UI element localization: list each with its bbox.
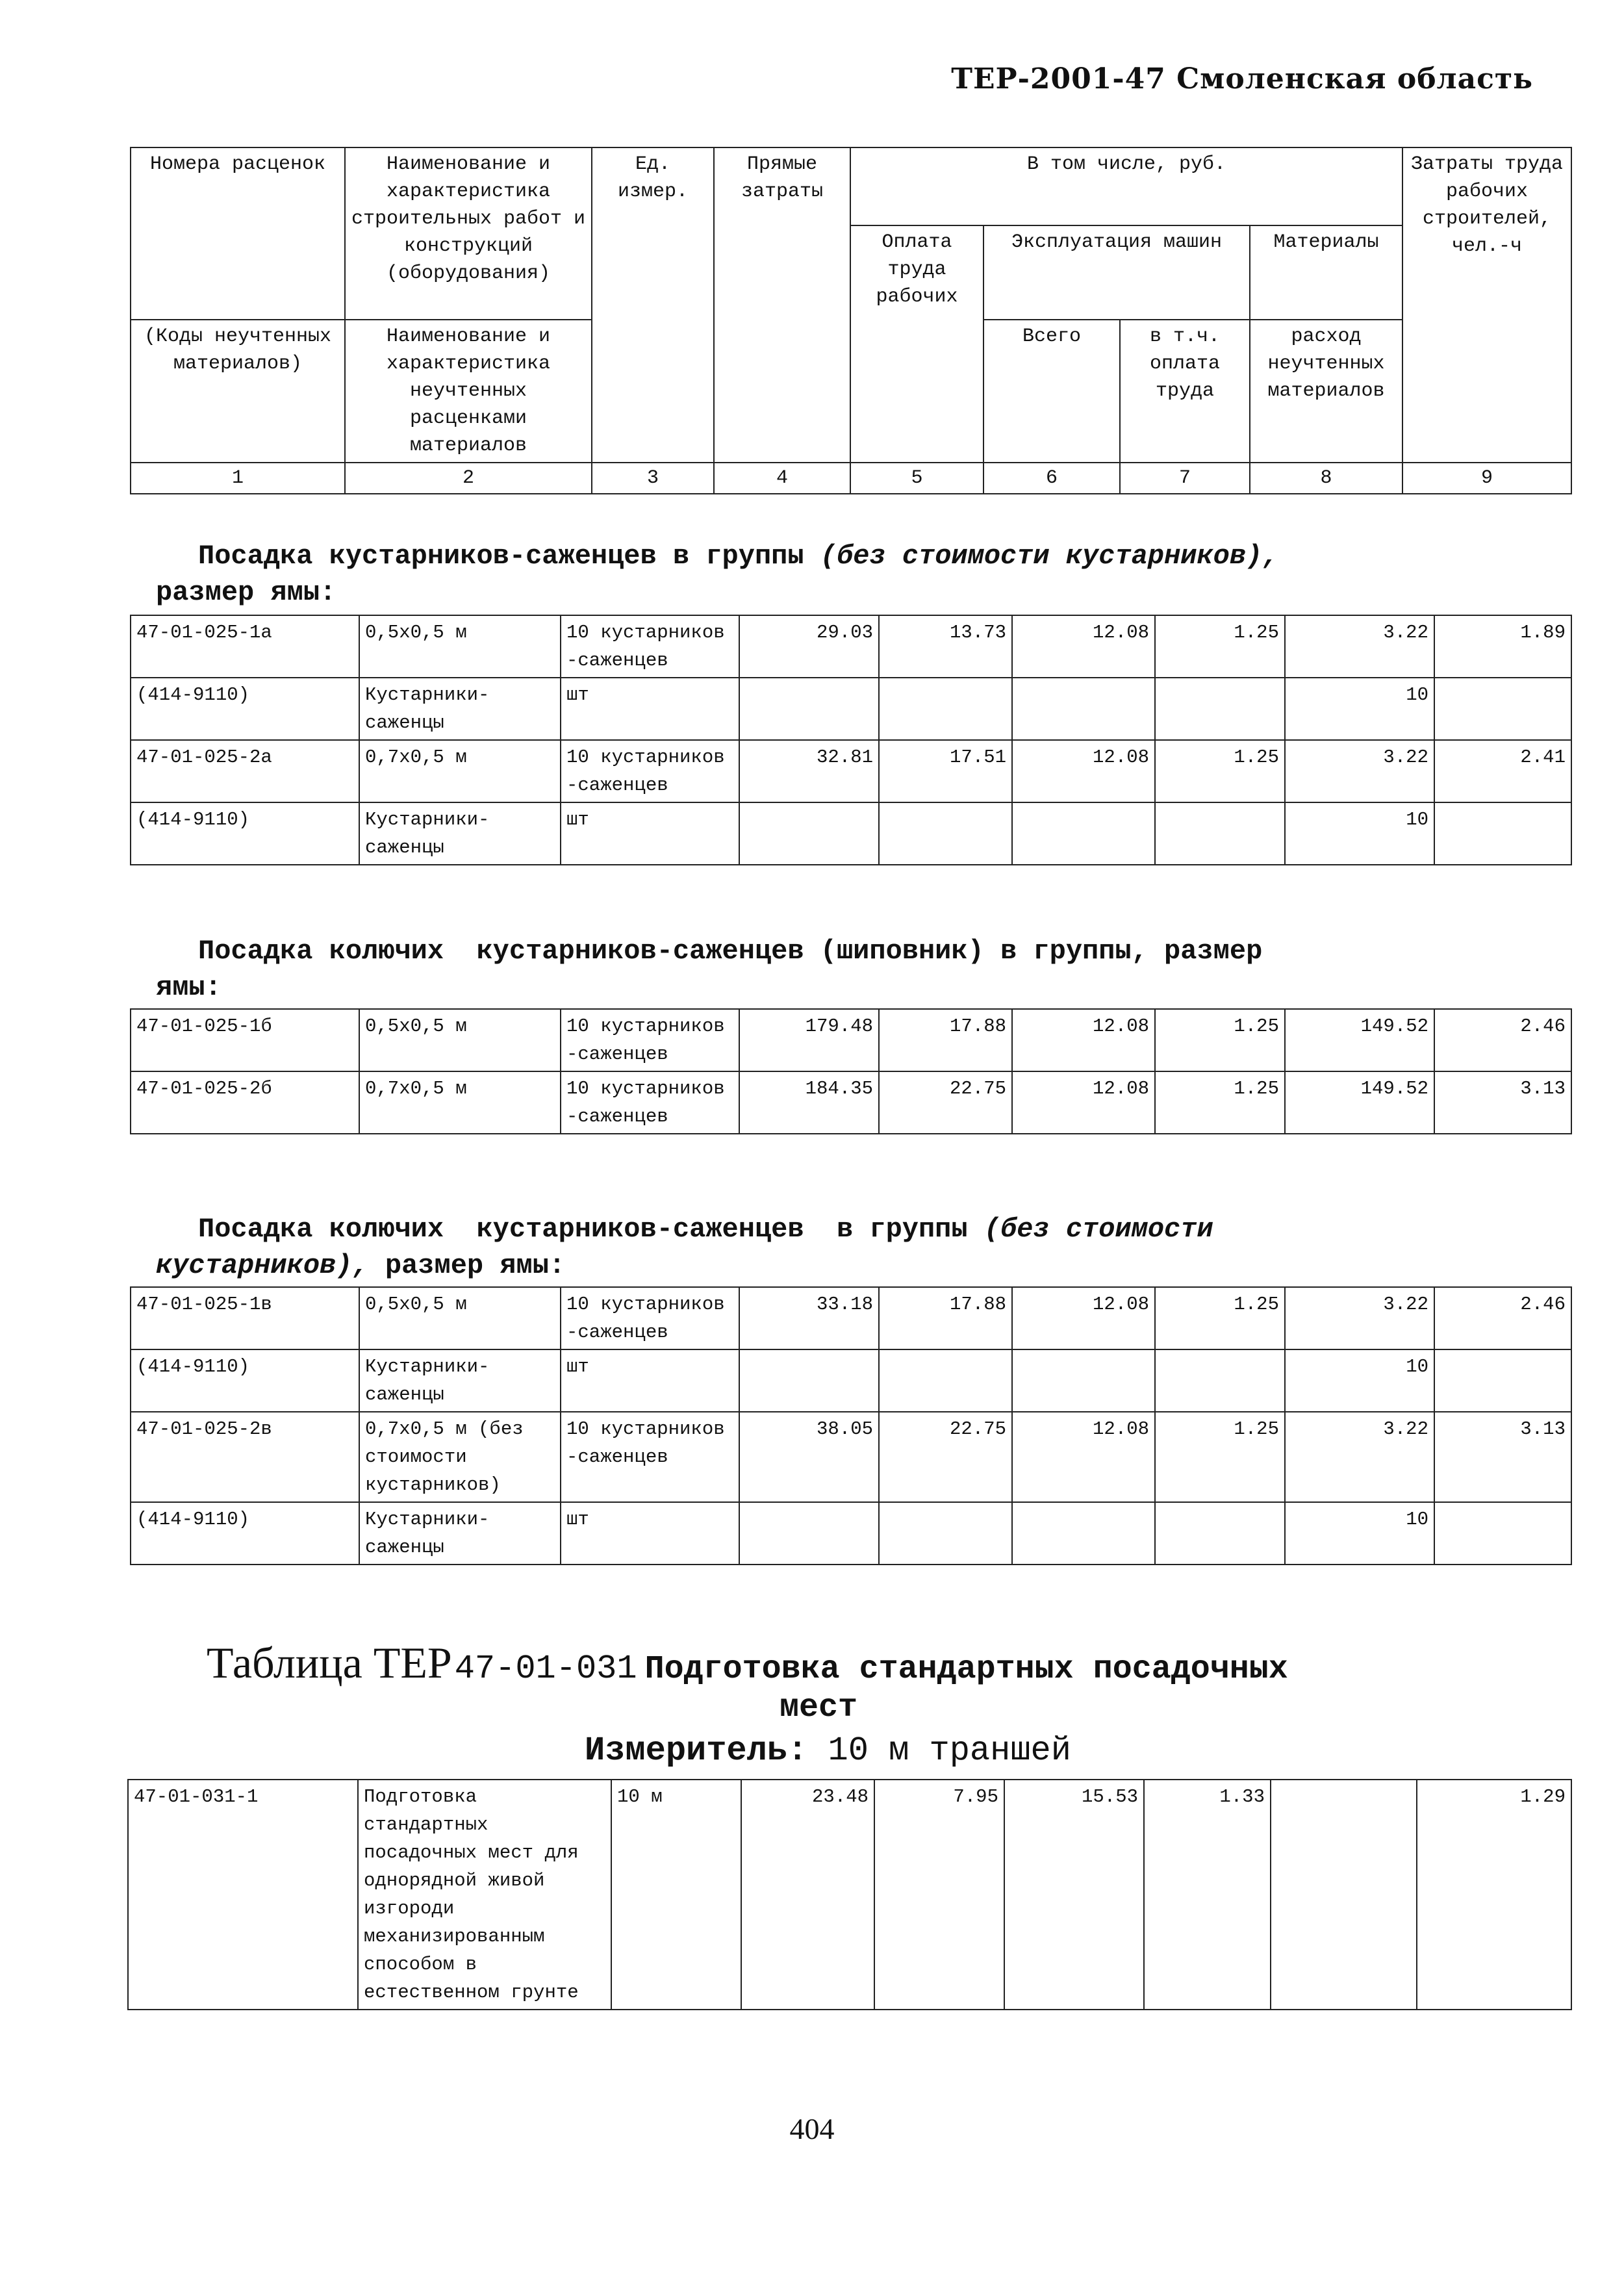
header-material-names: Наименование и характеристика неучтенных расценками материалов	[345, 320, 592, 463]
cell-direct-cost: 23.48	[741, 1780, 874, 2010]
cell-name: Кустарники-саженцы	[359, 802, 561, 865]
cell-materials: 149.52	[1285, 1009, 1434, 1071]
header-num-5: 5	[850, 463, 983, 494]
header-codes: Номера расценок	[131, 147, 345, 320]
cell-name: Подготовка стандартных посадочных мест для однорядной живой изгороди механизированным способом в естественном грунте	[358, 1780, 611, 2010]
header-direct-cost: Прямые затраты	[714, 147, 850, 463]
cell-machines-labor: 1.33	[1144, 1780, 1271, 2010]
cell-machines-labor	[1155, 1349, 1285, 1412]
cell-direct-cost: 38.05	[739, 1412, 879, 1502]
cell-machines-labor	[1155, 802, 1285, 865]
header-machines-total: Всего	[983, 320, 1120, 463]
header-unit: Ед. измер.	[592, 147, 714, 463]
document-header: ТЕР-2001-47 Смоленская область	[951, 62, 1533, 96]
header-num-2: 2	[345, 463, 592, 494]
cell-machines-total: 12.08	[1012, 1287, 1155, 1349]
cell-name: 0,7х0,5 м (без стоимости кустарников)	[359, 1412, 561, 1502]
header-machines-labor: в т.ч. оплата труда	[1120, 320, 1250, 463]
cell-code: (414-9110)	[131, 678, 359, 740]
header-num-4: 4	[714, 463, 850, 494]
cell-code: (414-9110)	[131, 1349, 359, 1412]
cell-labor-pay: 22.75	[879, 1071, 1012, 1134]
header-labor-pay: Оплата труда рабочих	[850, 225, 983, 463]
cell-code: (414-9110)	[131, 1502, 359, 1565]
table-row	[131, 1502, 1571, 1565]
cell-materials	[1271, 1780, 1417, 2010]
cell-machines-total	[1012, 1502, 1155, 1565]
cell-machines-total	[1012, 802, 1155, 865]
cell-name: 0,5х0,5 м	[359, 1009, 561, 1071]
cell-name: 0,7х0,5 м	[359, 740, 561, 802]
cell-name: 0,7х0,5 м	[359, 1071, 561, 1134]
table-row	[131, 1287, 1571, 1349]
header-machines: Эксплуатация машин	[983, 225, 1250, 320]
cell-unit: 10 кустарников -саженцев	[561, 1287, 739, 1349]
cell-labor-hours	[1434, 802, 1571, 865]
cell-materials: 3.22	[1285, 1287, 1434, 1349]
header-name: Наименование и характеристика строительных работ и конструкций (оборудования)	[345, 147, 592, 320]
cell-name: 0,5х0,5 м	[359, 1287, 561, 1349]
header-num-3: 3	[592, 463, 714, 494]
cell-machines-labor: 1.25	[1155, 740, 1285, 802]
cell-labor-pay: 17.51	[879, 740, 1012, 802]
cell-direct-cost: 29.03	[739, 615, 879, 678]
cell-materials: 10	[1285, 678, 1434, 740]
section1-title-line2: размер ямы:	[156, 577, 336, 608]
section2-table	[130, 1008, 1572, 1134]
table-row	[131, 802, 1571, 865]
cell-labor-hours	[1434, 1349, 1571, 1412]
cell-labor-pay: 13.73	[879, 615, 1012, 678]
cell-name: Кустарники-саженцы	[359, 678, 561, 740]
cell-machines-total	[1012, 678, 1155, 740]
cell-labor-pay	[879, 678, 1012, 740]
section1-table	[130, 615, 1572, 865]
page-number: 404	[789, 2112, 835, 2145]
cell-direct-cost	[739, 802, 879, 865]
cell-machines-total: 15.53	[1004, 1780, 1144, 2010]
header-num-6: 6	[983, 463, 1120, 494]
table-row	[131, 740, 1571, 802]
cell-materials: 10	[1285, 802, 1434, 865]
cell-code: 47-01-025-2б	[131, 1071, 359, 1134]
header-num-8: 8	[1250, 463, 1402, 494]
cell-labor-hours: 3.13	[1434, 1071, 1571, 1134]
cell-unit: 10 кустарников -саженцев	[561, 1412, 739, 1502]
cell-labor-hours: 3.13	[1434, 1412, 1571, 1502]
section3-title-line2: кустарников), размер ямы:	[156, 1250, 566, 1281]
header-materials: Материалы	[1250, 225, 1402, 320]
cell-unit: шт	[561, 678, 739, 740]
header-including: В том числе, руб.	[850, 147, 1402, 225]
cell-labor-hours: 2.46	[1434, 1287, 1571, 1349]
cell-machines-labor	[1155, 1502, 1285, 1565]
cell-materials: 3.22	[1285, 740, 1434, 802]
table-031-title-line2: мест	[780, 1689, 858, 1726]
header-num-1: 1	[131, 463, 345, 494]
cell-unit: 10 кустарников -саженцев	[561, 1009, 739, 1071]
cell-unit: 10 кустарников -саженцев	[561, 740, 739, 802]
table-031-title: Таблица ТЕР 47-01-031 Подготовка стандартных посадочных	[207, 1638, 1288, 1688]
cell-code: 47-01-025-1б	[131, 1009, 359, 1071]
cell-labor-hours	[1434, 678, 1571, 740]
header-labor-hours: Затраты труда рабочих строителей, чел.-ч	[1402, 147, 1571, 463]
cell-code: 47-01-025-1а	[131, 615, 359, 678]
cell-direct-cost: 179.48	[739, 1009, 879, 1071]
cell-unit: шт	[561, 802, 739, 865]
cell-unit: 10 м	[611, 1780, 741, 2010]
cell-machines-total: 12.08	[1012, 1071, 1155, 1134]
header-material-codes: (Коды неучтенных материалов)	[131, 320, 345, 463]
cell-machines-labor: 1.25	[1155, 615, 1285, 678]
table-row	[131, 1071, 1571, 1134]
cell-unit: 10 кустарников -саженцев	[561, 615, 739, 678]
cell-machines-labor: 1.25	[1155, 1412, 1285, 1502]
cell-direct-cost: 32.81	[739, 740, 879, 802]
cell-code: (414-9110)	[131, 802, 359, 865]
header-material-usage: расход неучтенных материалов	[1250, 320, 1402, 463]
cell-machines-total: 12.08	[1012, 1412, 1155, 1502]
cell-materials: 149.52	[1285, 1071, 1434, 1134]
cell-labor-hours: 2.46	[1434, 1009, 1571, 1071]
cell-labor-pay: 17.88	[879, 1287, 1012, 1349]
table-031-table	[127, 1779, 1572, 2010]
section2-title: Посадка колючих кустарников-саженцев (шиповник) в группы, размер	[198, 936, 1263, 967]
cell-machines-labor: 1.25	[1155, 1009, 1285, 1071]
cell-name: Кустарники-саженцы	[359, 1349, 561, 1412]
table-row	[131, 1009, 1571, 1071]
cell-labor-hours	[1434, 1502, 1571, 1565]
cell-materials: 3.22	[1285, 1412, 1434, 1502]
cell-direct-cost	[739, 1502, 879, 1565]
cell-labor-pay: 7.95	[874, 1780, 1004, 2010]
cell-labor-hours: 2.41	[1434, 740, 1571, 802]
table-row	[131, 1349, 1571, 1412]
section3-table	[130, 1286, 1572, 1565]
section3-title: Посадка колючих кустарников-саженцев в группы (без стоимости	[198, 1214, 1213, 1245]
column-header-table	[130, 147, 1572, 494]
cell-unit: шт	[561, 1502, 739, 1565]
cell-materials: 10	[1285, 1502, 1434, 1565]
cell-machines-total: 12.08	[1012, 740, 1155, 802]
cell-machines-labor	[1155, 678, 1285, 740]
cell-code: 47-01-025-2а	[131, 740, 359, 802]
cell-labor-pay: 17.88	[879, 1009, 1012, 1071]
table-031-meter: Измеритель: 10 м траншей	[585, 1731, 1071, 1770]
cell-name: 0,5х0,5 м	[359, 615, 561, 678]
cell-labor-pay	[879, 1502, 1012, 1565]
cell-labor-hours: 1.29	[1417, 1780, 1571, 2010]
cell-direct-cost: 33.18	[739, 1287, 879, 1349]
cell-machines-total	[1012, 1349, 1155, 1412]
section1-title: Посадка кустарников-саженцев в группы (без стоимости кустарников),	[198, 541, 1279, 572]
cell-labor-pay: 22.75	[879, 1412, 1012, 1502]
cell-materials: 10	[1285, 1349, 1434, 1412]
cell-direct-cost	[739, 1349, 879, 1412]
cell-machines-total: 12.08	[1012, 1009, 1155, 1071]
cell-machines-labor: 1.25	[1155, 1071, 1285, 1134]
cell-name: Кустарники-саженцы	[359, 1502, 561, 1565]
cell-machines-total: 12.08	[1012, 615, 1155, 678]
section2-title-line2: ямы:	[156, 972, 222, 1003]
table-row	[131, 1412, 1571, 1502]
cell-direct-cost	[739, 678, 879, 740]
cell-code: 47-01-031-1	[128, 1780, 358, 2010]
cell-unit: шт	[561, 1349, 739, 1412]
cell-labor-pay	[879, 802, 1012, 865]
cell-labor-pay	[879, 1349, 1012, 1412]
table-row	[131, 678, 1571, 740]
cell-materials: 3.22	[1285, 615, 1434, 678]
cell-code: 47-01-025-1в	[131, 1287, 359, 1349]
cell-unit: 10 кустарников -саженцев	[561, 1071, 739, 1134]
table-row	[131, 615, 1571, 678]
header-num-7: 7	[1120, 463, 1250, 494]
cell-code: 47-01-025-2в	[131, 1412, 359, 1502]
cell-machines-labor: 1.25	[1155, 1287, 1285, 1349]
header-num-9: 9	[1402, 463, 1571, 494]
cell-labor-hours: 1.89	[1434, 615, 1571, 678]
cell-direct-cost: 184.35	[739, 1071, 879, 1134]
table-row	[128, 1780, 1571, 2010]
